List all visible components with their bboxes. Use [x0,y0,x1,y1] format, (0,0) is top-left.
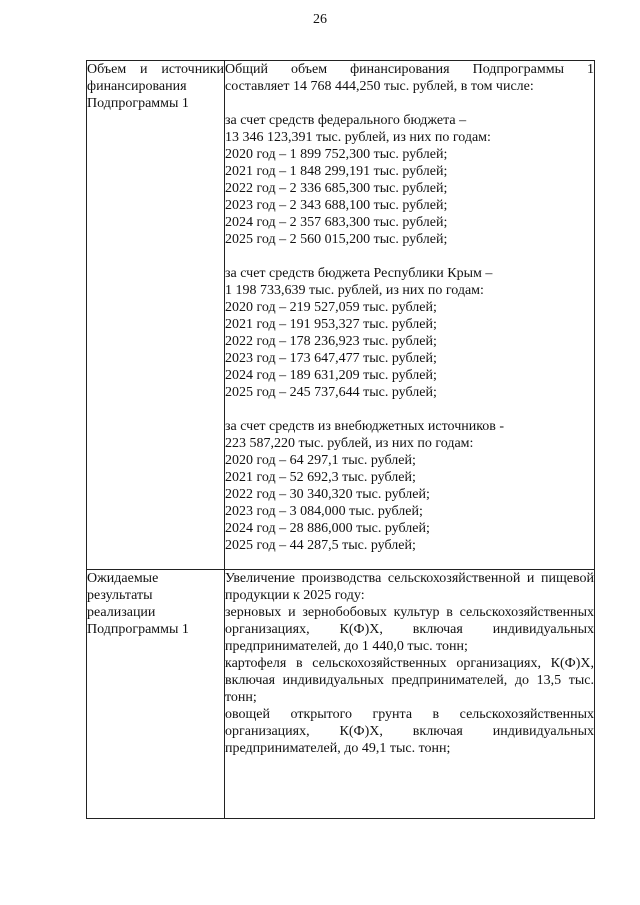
federal-year-line: 2021 год – 1 848 299,191 тыс. рублей; [225,164,448,179]
federal-year-line: 2020 год – 1 899 752,300 тыс. рублей; [225,147,448,162]
crimea-year-line: 2025 год – 245 737,644 тыс. рублей; [225,385,437,400]
extrabudget-year-line: 2024 год – 28 886,000 тыс. рублей; [225,521,430,536]
extrabudget-year-line: 2023 год – 3 084,000 тыс. рублей; [225,504,423,519]
results-paragraph: овощей открытого грунта в сельскохозяйственных организациях, К(Ф)Х, включая индивидуальных предпринимателей, до 49,1 тыс. тонн; [225,707,594,756]
federal-total: 13 346 123,391 тыс. рублей, из них по годам: [225,130,491,145]
results-paragraph: Увеличение производства сельскохозяйственной и пищевой продукции к 2025 году: [225,571,594,603]
program-passport-table [86,60,595,819]
federal-year-line: 2022 год – 2 336 685,300 тыс. рублей; [225,181,448,196]
crimea-total: 1 198 733,639 тыс. рублей, из них по годам: [225,283,484,298]
crimea-year-line: 2024 год – 189 631,209 тыс. рублей; [225,368,437,383]
extrabudget-header: за счет средств из внебюджетных источников - [225,419,505,434]
federal-budget-block [225,112,594,248]
results-details-cell [225,570,595,819]
results-label-line: Подпрограммы 1 [87,622,189,637]
crimea-year-line: 2023 год – 173 647,477 тыс. рублей; [225,351,437,366]
federal-header: за счет средств федерального бюджета – [225,113,467,128]
table-row [87,570,595,819]
crimea-year-line: 2020 год – 219 527,059 тыс. рублей; [225,300,437,315]
federal-year-line: 2024 год – 2 357 683,300 тыс. рублей; [225,215,448,230]
results-paragraph: зерновых и зернобобовых культур в сельскохозяйственных организациях, К(Ф)Х, включая индивидуальных предпринимателей, до 1 440,0 тыс. тонн; [225,605,594,654]
federal-year-line: 2025 год – 2 560 015,200 тыс. рублей; [225,232,448,247]
table-row [87,61,595,570]
finance-label-line: Объем и источники [87,62,224,77]
extrabudget-year-line: 2020 год – 64 297,1 тыс. рублей; [225,453,416,468]
results-label-cell [87,570,225,819]
finance-label-line: финансирования [87,79,187,94]
extrabudget-year-line: 2021 год – 52 692,3 тыс. рублей; [225,470,416,485]
finance-intro-line: составляет 14 768 444,250 тыс. рублей, в том числе: [225,79,534,94]
finance-label-line: Подпрограммы 1 [87,96,189,111]
crimea-budget-block [225,265,594,401]
results-label-line: результаты [87,588,153,603]
results-label-line: Ожидаемые [87,571,159,586]
extrabudget-block [225,418,594,554]
extrabudget-year-line: 2022 год – 30 340,320 тыс. рублей; [225,487,430,502]
page-number: 26 [313,12,327,27]
crimea-year-line: 2022 год – 178 236,923 тыс. рублей; [225,334,437,349]
results-label-line: реализации [87,605,156,620]
results-paragraph: картофеля в сельскохозяйственных организациях, К(Ф)Х, включая индивидуальных предпринимателей, до 13,5 тыс. тонн; [225,656,594,705]
extrabudget-total: 223 587,220 тыс. рублей, из них по годам: [225,436,474,451]
finance-label-cell [87,61,225,570]
finance-intro-line: Общий объем финансирования Подпрограммы 1 [225,62,594,77]
extrabudget-year-line: 2025 год – 44 287,5 тыс. рублей; [225,538,416,553]
finance-details-cell [225,61,595,570]
crimea-year-line: 2021 год – 191 953,327 тыс. рублей; [225,317,437,332]
crimea-header: за счет средств бюджета Республики Крым – [225,266,493,281]
federal-year-line: 2023 год – 2 343 688,100 тыс. рублей; [225,198,448,213]
